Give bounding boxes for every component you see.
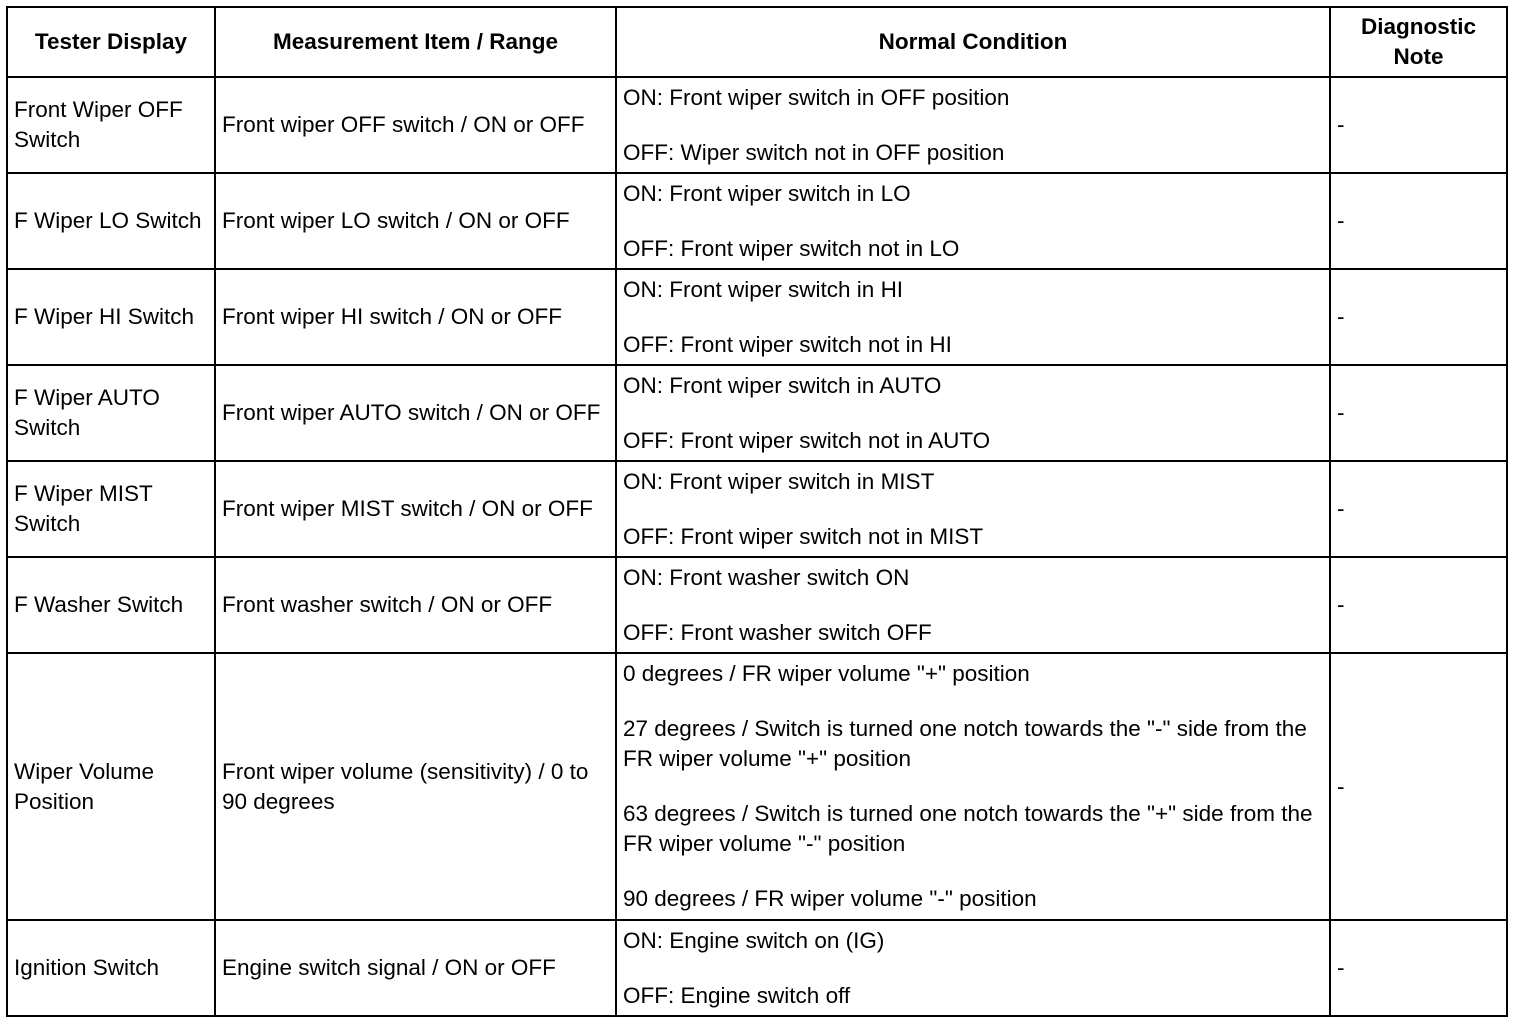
normal-condition-cell bbox=[616, 365, 1330, 461]
table-row bbox=[7, 173, 1507, 269]
table-row bbox=[7, 653, 1507, 920]
header-tester-display: Tester Display bbox=[7, 7, 215, 77]
condition-line: OFF: Front wiper switch not in LO bbox=[623, 235, 960, 261]
normal-condition-cell bbox=[616, 173, 1330, 269]
condition-line: 90 degrees / FR wiper volume "-" position bbox=[623, 886, 1037, 911]
tester-display-cell: F Wiper LO Switch bbox=[7, 173, 215, 269]
measurement-cell: Front wiper AUTO switch / ON or OFF bbox=[215, 365, 616, 461]
condition-line: 27 degrees / Switch is turned one notch towards the "-" side from the FR wiper volume "+" position bbox=[623, 716, 1307, 771]
normal-condition-cell bbox=[616, 461, 1330, 557]
measurement-cell: Front wiper HI switch / ON or OFF bbox=[215, 269, 616, 365]
table-row bbox=[7, 557, 1507, 653]
condition-line: ON: Front wiper switch in OFF position bbox=[623, 84, 1010, 110]
condition-line: 63 degrees / Switch is turned one notch towards the "+" side from the FR wiper volume "-" position bbox=[623, 801, 1313, 856]
tester-display-cell: F Wiper MIST Switch bbox=[7, 461, 215, 557]
condition-line: OFF: Front washer switch OFF bbox=[623, 619, 932, 645]
measurement-cell: Front wiper LO switch / ON or OFF bbox=[215, 173, 616, 269]
condition-line: ON: Front washer switch ON bbox=[623, 564, 910, 590]
condition-line: OFF: Front wiper switch not in AUTO bbox=[623, 427, 991, 453]
tester-display-cell: Front Wiper OFF Switch bbox=[7, 77, 215, 173]
measurement-cell: Front washer switch / ON or OFF bbox=[215, 557, 616, 653]
table-body bbox=[7, 77, 1507, 1016]
table-row bbox=[7, 365, 1507, 461]
tester-display-cell: F Wiper AUTO Switch bbox=[7, 365, 215, 461]
table-row bbox=[7, 920, 1507, 1016]
table-row bbox=[7, 461, 1507, 557]
tester-display-cell: Wiper Volume Position bbox=[7, 653, 215, 920]
normal-condition-cell bbox=[616, 77, 1330, 173]
measurement-cell: Front wiper volume (sensitivity) / 0 to 90 degrees bbox=[215, 653, 616, 920]
table-row bbox=[7, 269, 1507, 365]
diagnostic-note-cell: - bbox=[1330, 653, 1507, 920]
condition-line: ON: Engine switch on (IG) bbox=[623, 927, 885, 953]
condition-line: OFF: Wiper switch not in OFF position bbox=[623, 139, 1005, 165]
normal-condition-cell bbox=[616, 269, 1330, 365]
tester-display-cell: F Washer Switch bbox=[7, 557, 215, 653]
measurement-cell: Engine switch signal / ON or OFF bbox=[215, 920, 616, 1016]
normal-condition-cell bbox=[616, 653, 1330, 920]
normal-condition-cell bbox=[616, 557, 1330, 653]
normal-condition-cell bbox=[616, 920, 1330, 1016]
header-diagnostic-note: Diagnostic Note bbox=[1330, 7, 1507, 77]
diagnostic-note-cell: - bbox=[1330, 269, 1507, 365]
condition-line: OFF: Front wiper switch not in MIST bbox=[623, 523, 984, 549]
table-header bbox=[7, 7, 1507, 77]
diagnostic-note-cell: - bbox=[1330, 461, 1507, 557]
data-list-table bbox=[6, 6, 1508, 1017]
condition-line: ON: Front wiper switch in MIST bbox=[623, 468, 935, 494]
header-normal-condition: Normal Condition bbox=[616, 7, 1330, 77]
condition-line: OFF: Front wiper switch not in HI bbox=[623, 331, 952, 357]
header-row bbox=[7, 7, 1507, 77]
diagnostic-note-cell: - bbox=[1330, 557, 1507, 653]
diagnostic-note-cell: - bbox=[1330, 77, 1507, 173]
condition-line: ON: Front wiper switch in AUTO bbox=[623, 372, 942, 398]
diagnostic-note-cell: - bbox=[1330, 365, 1507, 461]
condition-line: ON: Front wiper switch in HI bbox=[623, 276, 904, 302]
condition-line: 0 degrees / FR wiper volume "+" position bbox=[623, 661, 1030, 686]
tester-display-cell: Ignition Switch bbox=[7, 920, 215, 1016]
measurement-cell: Front wiper OFF switch / ON or OFF bbox=[215, 77, 616, 173]
condition-line: ON: Front wiper switch in LO bbox=[623, 180, 911, 206]
tester-display-cell: F Wiper HI Switch bbox=[7, 269, 215, 365]
table-row bbox=[7, 77, 1507, 173]
diagnostic-note-cell: - bbox=[1330, 173, 1507, 269]
header-measurement-item: Measurement Item / Range bbox=[215, 7, 616, 77]
condition-line: OFF: Engine switch off bbox=[623, 982, 851, 1008]
diagnostic-note-cell: - bbox=[1330, 920, 1507, 1016]
measurement-cell: Front wiper MIST switch / ON or OFF bbox=[215, 461, 616, 557]
